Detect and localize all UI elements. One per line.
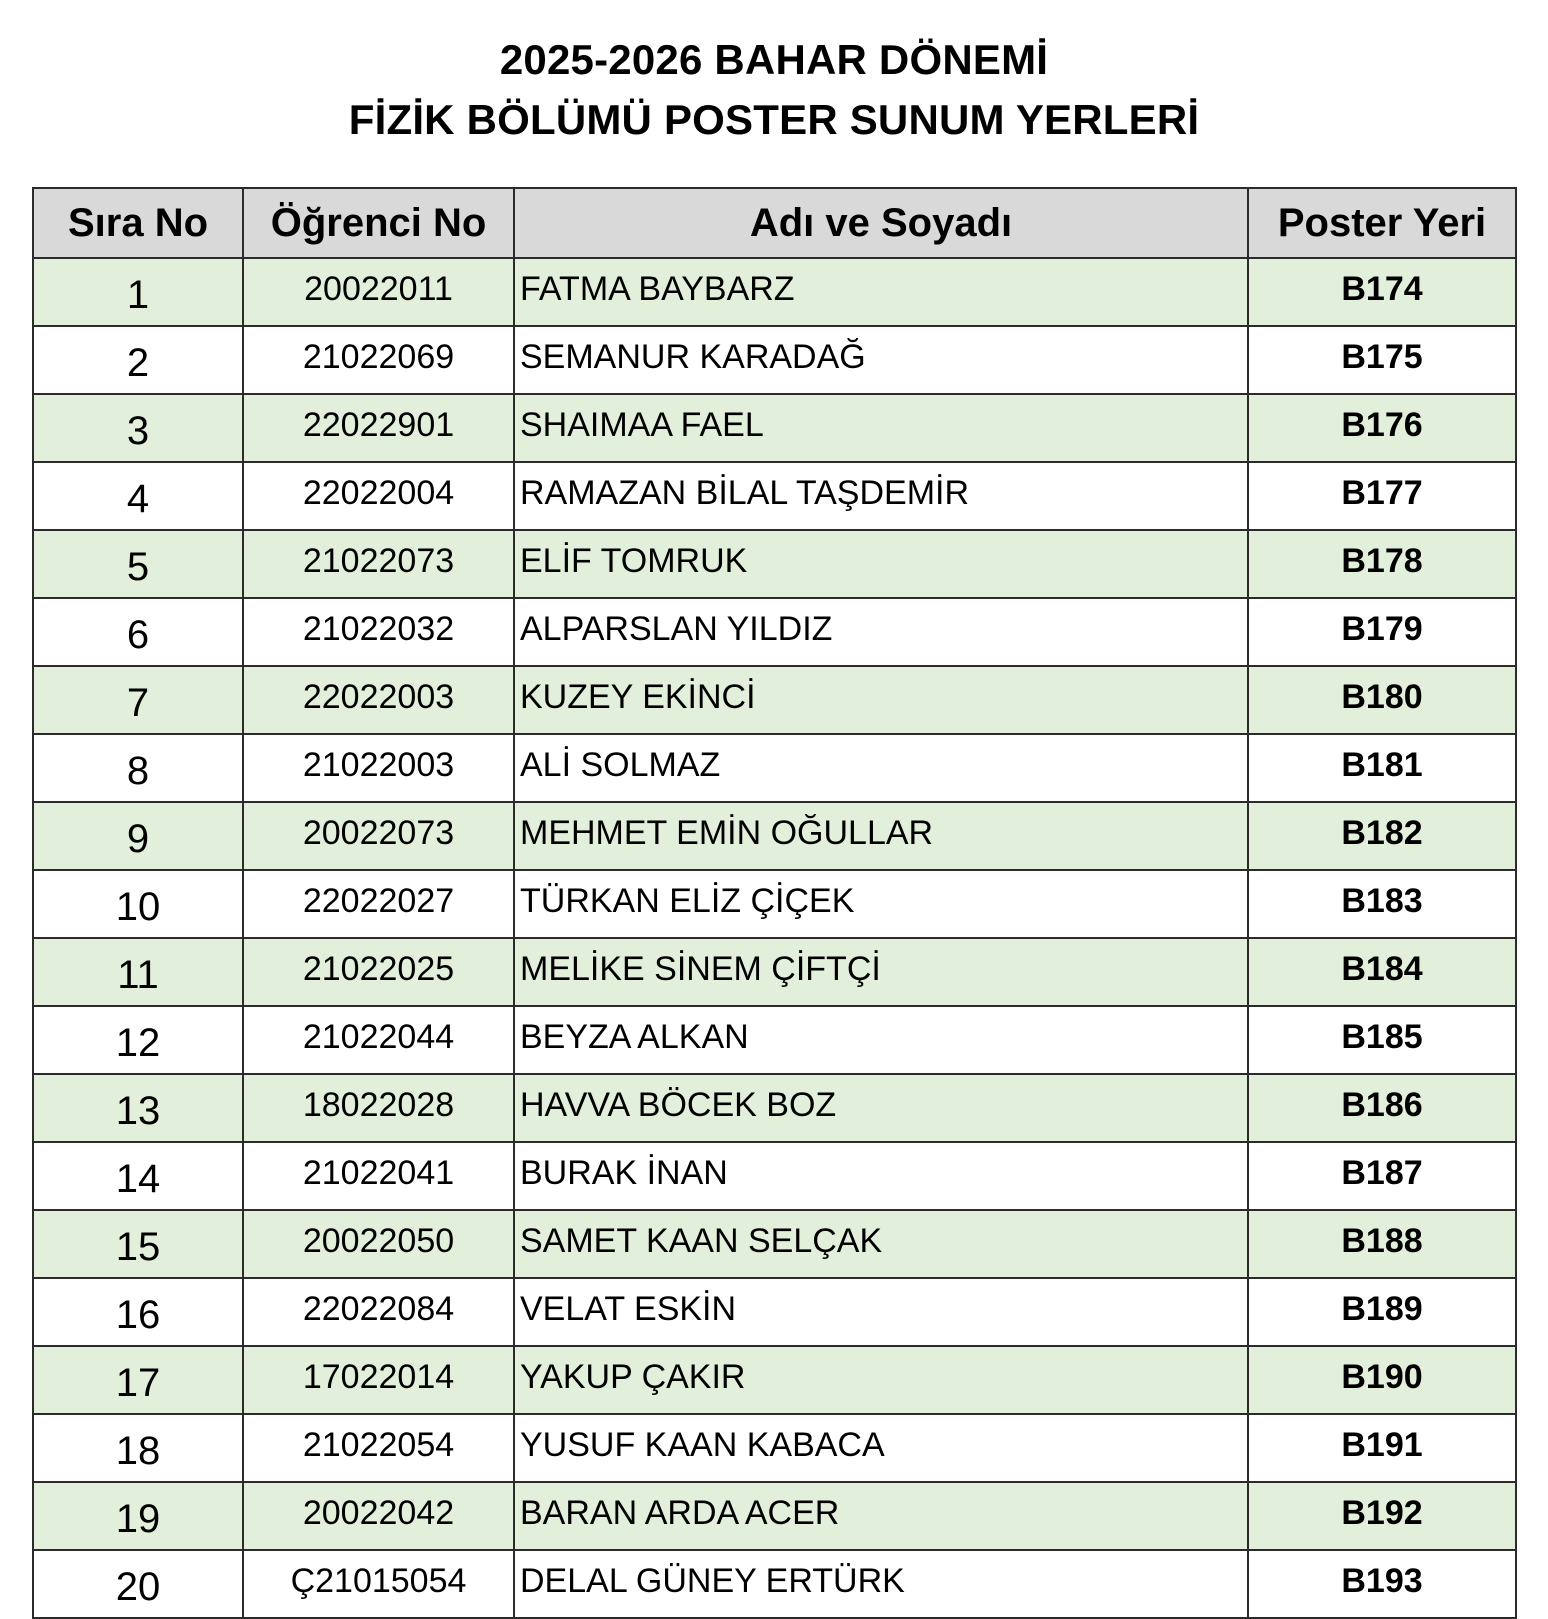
cell-poster-yeri: B184 <box>1248 938 1516 1006</box>
table-row <box>33 734 1516 802</box>
cell-ogrenci-no: 22022027 <box>243 870 514 938</box>
cell-ad-soyad: RAMAZAN BİLAL TAŞDEMİR <box>514 462 1248 530</box>
table-row <box>33 1142 1516 1210</box>
cell-ad-soyad: DELAL GÜNEY ERTÜRK <box>514 1550 1248 1618</box>
cell-sira-no: 7 <box>33 666 243 734</box>
header-ogrenci-no: Öğrenci No <box>243 188 514 258</box>
cell-sira-no: 5 <box>33 530 243 598</box>
table-row <box>33 530 1516 598</box>
title-line-2: FİZİK BÖLÜMÜ POSTER SUNUM YERLERİ <box>348 96 1200 143</box>
table-row <box>33 1210 1516 1278</box>
header-sira-no: Sıra No <box>33 188 243 258</box>
table-row <box>33 326 1516 394</box>
cell-ad-soyad: MEHMET EMİN OĞULLAR <box>514 802 1248 870</box>
cell-ad-soyad: SHAIMAA FAEL <box>514 394 1248 462</box>
cell-ogrenci-no: 21022054 <box>243 1414 514 1482</box>
table-row <box>33 1074 1516 1142</box>
title-line-1: 2025-2026 BAHAR DÖNEMİ <box>499 36 1049 83</box>
cell-poster-yeri: B188 <box>1248 1210 1516 1278</box>
cell-poster-yeri: B178 <box>1248 530 1516 598</box>
cell-poster-yeri: B191 <box>1248 1414 1516 1482</box>
cell-poster-yeri: B179 <box>1248 598 1516 666</box>
cell-ogrenci-no: 21022044 <box>243 1006 514 1074</box>
cell-ogrenci-no: 17022014 <box>243 1346 514 1414</box>
cell-sira-no: 6 <box>33 598 243 666</box>
document-title <box>0 30 1548 150</box>
cell-ogrenci-no: 20022011 <box>243 258 514 326</box>
cell-poster-yeri: B187 <box>1248 1142 1516 1210</box>
cell-poster-yeri: B192 <box>1248 1482 1516 1550</box>
cell-ad-soyad: BURAK İNAN <box>514 1142 1248 1210</box>
cell-sira-no: 2 <box>33 326 243 394</box>
cell-sira-no: 17 <box>33 1346 243 1414</box>
cell-ad-soyad: TÜRKAN ELİZ ÇİÇEK <box>514 870 1248 938</box>
cell-sira-no: 9 <box>33 802 243 870</box>
cell-ad-soyad: FATMA BAYBARZ <box>514 258 1248 326</box>
table-row <box>33 938 1516 1006</box>
cell-sira-no: 11 <box>33 938 243 1006</box>
poster-locations-table <box>32 187 1517 1619</box>
cell-ogrenci-no: 21022003 <box>243 734 514 802</box>
cell-ad-soyad: YUSUF KAAN KABACA <box>514 1414 1248 1482</box>
table-row <box>33 1550 1516 1618</box>
cell-ad-soyad: ALPARSLAN YILDIZ <box>514 598 1248 666</box>
cell-poster-yeri: B185 <box>1248 1006 1516 1074</box>
cell-ad-soyad: HAVVA BÖCEK BOZ <box>514 1074 1248 1142</box>
table-row <box>33 1346 1516 1414</box>
header-ad-soyad: Adı ve Soyadı <box>514 188 1248 258</box>
cell-ogrenci-no: 20022073 <box>243 802 514 870</box>
cell-poster-yeri: B176 <box>1248 394 1516 462</box>
cell-ogrenci-no: 20022042 <box>243 1482 514 1550</box>
cell-ogrenci-no: 18022028 <box>243 1074 514 1142</box>
cell-ogrenci-no: 21022032 <box>243 598 514 666</box>
cell-sira-no: 16 <box>33 1278 243 1346</box>
cell-sira-no: 8 <box>33 734 243 802</box>
header-poster-yeri: Poster Yeri <box>1248 188 1516 258</box>
table-row <box>33 394 1516 462</box>
cell-sira-no: 12 <box>33 1006 243 1074</box>
cell-ad-soyad: MELİKE SİNEM ÇİFTÇİ <box>514 938 1248 1006</box>
cell-ogrenci-no: 21022069 <box>243 326 514 394</box>
cell-ad-soyad: VELAT ESKİN <box>514 1278 1248 1346</box>
table-header-row <box>33 188 1516 258</box>
table-row <box>33 258 1516 326</box>
table-row <box>33 1006 1516 1074</box>
cell-sira-no: 20 <box>33 1550 243 1618</box>
table-row <box>33 598 1516 666</box>
cell-poster-yeri: B183 <box>1248 870 1516 938</box>
cell-ogrenci-no: 22022004 <box>243 462 514 530</box>
table-body <box>33 258 1516 1618</box>
table-row <box>33 1414 1516 1482</box>
cell-sira-no: 3 <box>33 394 243 462</box>
cell-poster-yeri: B190 <box>1248 1346 1516 1414</box>
cell-ogrenci-no: 20022050 <box>243 1210 514 1278</box>
cell-ogrenci-no: 21022073 <box>243 530 514 598</box>
cell-poster-yeri: B175 <box>1248 326 1516 394</box>
cell-poster-yeri: B193 <box>1248 1550 1516 1618</box>
cell-poster-yeri: B174 <box>1248 258 1516 326</box>
cell-poster-yeri: B181 <box>1248 734 1516 802</box>
table-row <box>33 462 1516 530</box>
table-row <box>33 870 1516 938</box>
cell-sira-no: 10 <box>33 870 243 938</box>
cell-sira-no: 14 <box>33 1142 243 1210</box>
table-row <box>33 802 1516 870</box>
cell-poster-yeri: B186 <box>1248 1074 1516 1142</box>
cell-sira-no: 18 <box>33 1414 243 1482</box>
cell-ogrenci-no: 22022003 <box>243 666 514 734</box>
cell-sira-no: 13 <box>33 1074 243 1142</box>
cell-ad-soyad: KUZEY EKİNCİ <box>514 666 1248 734</box>
table-row <box>33 1278 1516 1346</box>
table-row <box>33 1482 1516 1550</box>
cell-poster-yeri: B182 <box>1248 802 1516 870</box>
table-row <box>33 666 1516 734</box>
cell-ad-soyad: SAMET KAAN SELÇAK <box>514 1210 1248 1278</box>
cell-poster-yeri: B177 <box>1248 462 1516 530</box>
cell-ogrenci-no: 22022084 <box>243 1278 514 1346</box>
cell-ogrenci-no: 22022901 <box>243 394 514 462</box>
cell-sira-no: 15 <box>33 1210 243 1278</box>
cell-ogrenci-no: 21022041 <box>243 1142 514 1210</box>
cell-ad-soyad: YAKUP ÇAKIR <box>514 1346 1248 1414</box>
cell-sira-no: 19 <box>33 1482 243 1550</box>
cell-ogrenci-no: 21022025 <box>243 938 514 1006</box>
cell-ad-soyad: BEYZA ALKAN <box>514 1006 1248 1074</box>
cell-poster-yeri: B180 <box>1248 666 1516 734</box>
cell-poster-yeri: B189 <box>1248 1278 1516 1346</box>
cell-sira-no: 4 <box>33 462 243 530</box>
cell-sira-no: 1 <box>33 258 243 326</box>
cell-ad-soyad: ALİ SOLMAZ <box>514 734 1248 802</box>
cell-ogrenci-no: Ç21015054 <box>243 1550 514 1618</box>
cell-ad-soyad: SEMANUR KARADAĞ <box>514 326 1248 394</box>
cell-ad-soyad: BARAN ARDA ACER <box>514 1482 1248 1550</box>
cell-ad-soyad: ELİF TOMRUK <box>514 530 1248 598</box>
